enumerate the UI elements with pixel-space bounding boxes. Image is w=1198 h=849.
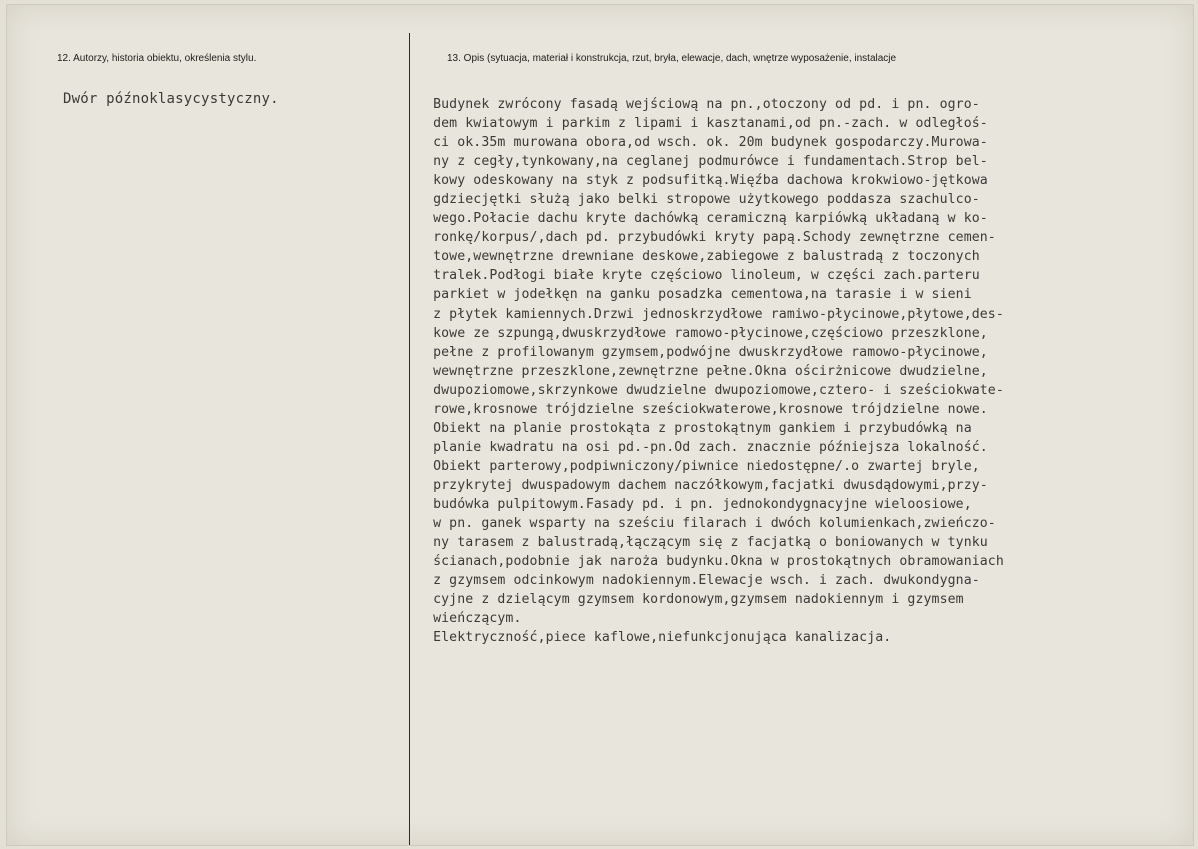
description-line: cyjne z dzielącym gzymsem kordonowym,gzymsem nadokiennym i gzymsem: [417, 592, 964, 608]
description-line: z gzymsem odcinkowym nadokiennym.Elewacje wsch. i zach. dwukondygna-: [417, 573, 980, 589]
description-line: budówka pulpitowym.Fasady pd. i pn. jednokondygnacyjne wieloosiowe,: [417, 496, 972, 512]
description-line: wewnętrzne przeszklone,zewnętrzne pełne.Okna ościrżnicowe dwudzielne,: [417, 363, 988, 379]
description-line: ny z cegły,tynkowany,na ceglanej podmurówce i fundamentach.Strop bel-: [417, 154, 988, 170]
description-line: towe,wewnętrzne drewniane deskowe,zabiegowe z balustradą z toczonych: [417, 249, 980, 265]
description-line: ścianach,podobnie jak naroża budynku.Okna w prostokątnych obramowaniach: [417, 554, 1004, 570]
description-line: ny tarasem z balustradą,łączącym się z facjatką o boniowanych w tynku: [417, 535, 988, 551]
description-line: dem kwiatowym i parkim z lipami i kasztanami,od pn.-zach. w odległoś-: [417, 116, 988, 132]
description-line: pełne z profilowanym gzymsem,podwójne dwuskrzydłowe ramowo-płycinowe,: [417, 344, 988, 360]
description-line: rowe,krosnowe trójdzielne sześciokwaterowe,krosnowe trójdzielne nowe.: [417, 401, 988, 417]
description-line: Obiekt na planie prostokąta z prostokątnym gankiem i przybudówką na: [417, 420, 972, 436]
description-line: Obiekt parterowy,podpiwniczony/piwnice niedostępne/.o zwartej bryle,: [417, 458, 980, 474]
form-sheet: [6, 4, 1194, 846]
description-line: wego.Połacie dachu kryte dachówką ceramiczną karpiówką układaną w ko-: [417, 211, 988, 227]
description-line: tralek.Podłogi białe kryte częściowo linoleum, w części zach.parteru: [417, 268, 980, 284]
description-line: planie kwadratu na osi pd.-pn.Od zach. znacznie późniejsza lokalność.: [417, 439, 988, 455]
column-divider: [409, 33, 410, 845]
description-line: dwupoziomowe,skrzynkowe dwudzielne dwupoziomowe,cztero- i sześciokwate-: [417, 382, 1004, 398]
description-line: przykrytej dwuspadowym dachem naczółkowym,facjatki dwusdądowymi,przy-: [417, 477, 988, 493]
description-line: parkiet w jodełkęn na ganku posadzka cementowa,na tarasie i w sieni: [417, 287, 972, 303]
description-line: z płytek kamiennych.Drzwi jednoskrzydłowe ramiwo-płycinowe,płytowe,des-: [417, 306, 1004, 322]
description-line: w pn. ganek wsparty na sześciu filarach i dwóch kolumienkach,zwieńczo-: [417, 516, 996, 532]
field-13-label: 13. Opis (sytuacja, materiał i konstrukcja, rzut, bryła, elewacje, dach, wnętrze wyposażenie, instalacje: [447, 53, 897, 64]
field-12-label: 12. Autorzy, historia obiektu, określenia stylu.: [57, 53, 257, 64]
description-line: Elektryczność,piece kaflowe,niefunkcjonująca kanalizacja.: [417, 630, 892, 646]
description-line: kowy odeskowany na styk z podsufitką.Więźba dachowa krokwiowo-jętkowa: [417, 173, 988, 189]
field-13-description: [417, 95, 1177, 647]
field-12-value: Dwór późnoklasycystyczny.: [63, 91, 279, 107]
description-line: gdziecjętki służą jako belki stropowe użytkowego poddasza szachulco-: [417, 192, 980, 208]
description-line: ronkę/korpus/,dach pd. przybudówki kryty papą.Schody zewnętrzne cemen-: [417, 230, 996, 246]
description-line: Budynek zwrócony fasadą wejściową na pn.,otoczony od pd. i pn. ogro-: [417, 97, 980, 112]
description-line: ci ok.35m murowana obora,od wsch. ok. 20m budynek gospodarczy.Murowa-: [417, 135, 988, 151]
description-line: kowe ze szpungą,dwuskrzydłowe ramowo-płycinowe,częściowo przeszklone,: [417, 325, 988, 341]
description-line: wieńczącym.: [417, 611, 522, 627]
